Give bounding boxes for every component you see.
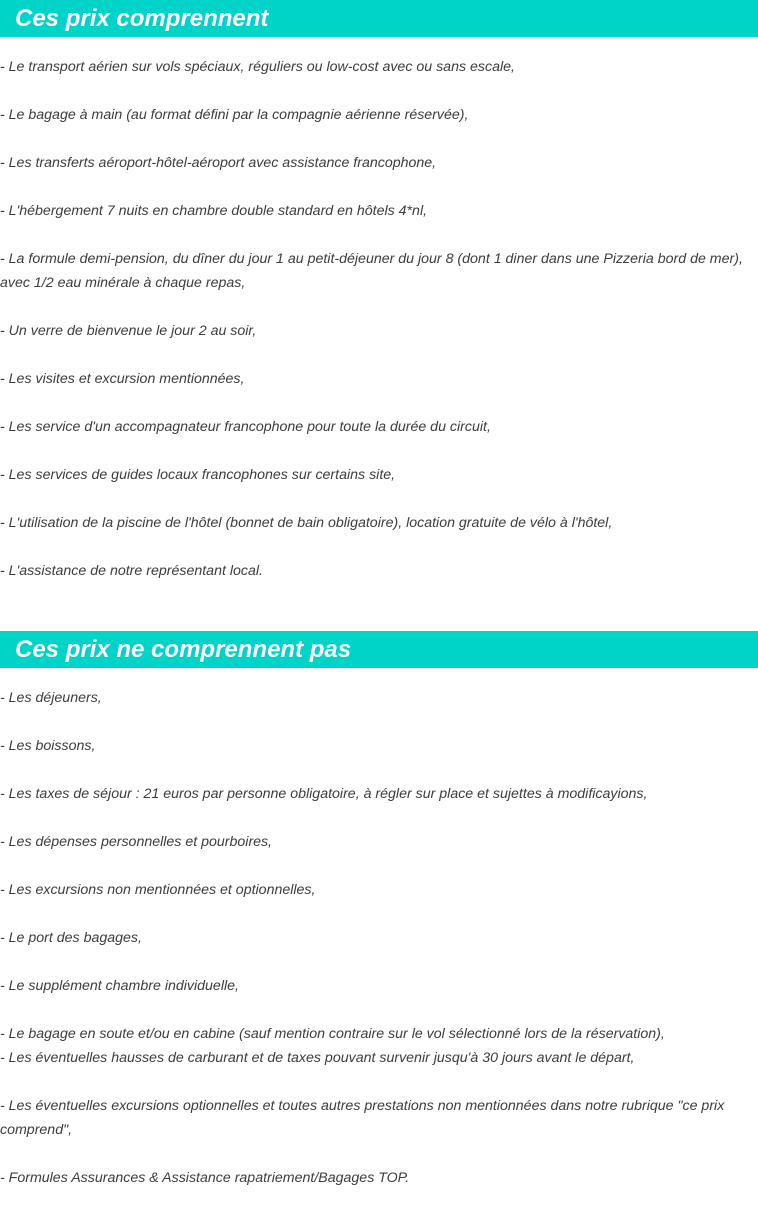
list-item: - Les boissons, [0,738,96,754]
excluded-list [0,686,748,1214]
list-item: - Les éventuelles hausses de carburant et de taxes pouvant survenir jusqu'à 30 jours avant le départ, [0,1050,635,1066]
list-item: - Le transport aérien sur vols spéciaux, réguliers ou low-cost avec ou sans escale, [0,59,515,75]
list-item: - Le bagage à main (au format défini par la compagnie aérienne réservée), [0,107,469,123]
excluded-section-title: Ces prix ne comprennent pas [0,631,758,668]
list-item: - La formule demi-pension, du dîner du jour 1 au petit-déjeuner du jour 8 (dont 1 diner dans une Pizzeria bord de mer), avec 1/2 eau minérale à chaque repas, [0,251,743,291]
list-item: - Les service d'un accompagnateur francophone pour toute la durée du circuit, [0,419,491,435]
list-item: - Le supplément chambre individuelle, [0,978,239,994]
list-item: - L'hébergement 7 nuits en chambre double standard en hôtels 4*nl, [0,203,428,219]
included-section-title: Ces prix comprennent [0,0,758,37]
list-item: - Les déjeuners, [0,690,102,706]
list-item: - Le bagage en soute et/ou en cabine (sauf mention contraire sur le vol sélectionné lors de la réservation), [0,1026,665,1042]
list-item: - Les visites et excursion mentionnées, [0,371,245,387]
list-item: - Formules Assurances & Assistance rapatriement/Bagages TOP. [0,1170,410,1186]
list-item: - Les transferts aéroport-hôtel-aéroport avec assistance francophone, [0,155,437,171]
list-item: - L'assistance de notre représentant local. [0,563,263,579]
list-item: - L'utilisation de la piscine de l'hôtel (bonnet de bain obligatoire), location gratuite de vélo à l'hôtel, [0,515,613,531]
list-item: - Les taxes de séjour : 21 euros par personne obligatoire, à régler sur place et sujettes à modificayions, [0,786,648,802]
list-item: - Les excursions non mentionnées et optionnelles, [0,882,316,898]
list-item: - Le port des bagages, [0,930,142,946]
list-item: - Un verre de bienvenue le jour 2 au soir, [0,323,257,339]
list-item: - Les éventuelles excursions optionnelles et toutes autres prestations non mentionnées dans notre rubrique "ce prix comprend", [0,1098,725,1138]
included-list [0,55,748,607]
list-item: - Les services de guides locaux francophones sur certains site, [0,467,396,483]
list-item: - Les dépenses personnelles et pourboires, [0,834,273,850]
